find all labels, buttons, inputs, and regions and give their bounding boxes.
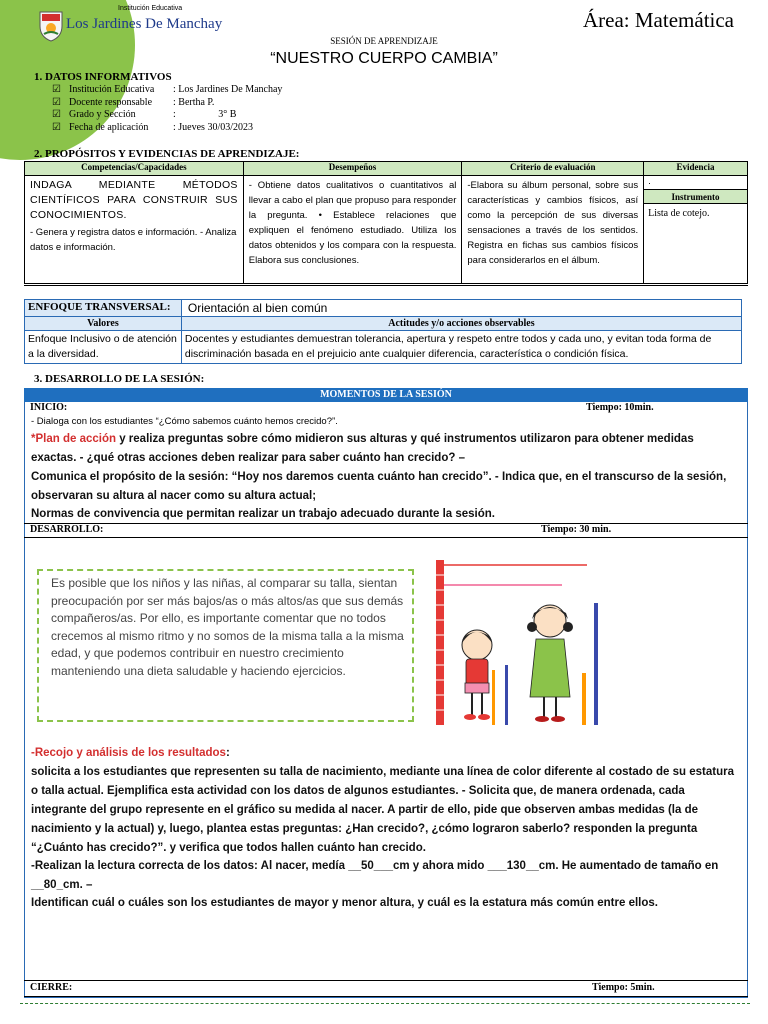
header-desempenos: Desempeños [243, 162, 462, 176]
desempenos-cell: - Obtiene datos cualitativos o cuantitativos al llevar a cabo el plan que propuso para responder la pregunta. • Establece relaciones que expliquen el fenómeno estudiado. Utiliza los datos obtenidos y los compara con la respuesta. Elabora sus conclusiones. [243, 176, 462, 285]
checkbox-icon: ☑ [52, 109, 61, 120]
recojo-text: solicita a los estudiantes que representen su talla de nacimiento, mediante una línea de color diferente al costado de su estatura o talla actual. Ejemplifica esta actividad con los datos de algunos estudiantes. - Solicita que, de manera ordenada, cada integrante del grupo represente en el gráfico su medida al nacer. A partir de ello, pide que observen ambas medidas (la de nacimiento y la actual) y, luego, plantea estas preguntas: ¿Han crecido?, ¿cómo lograron saberlo? responden la pregunta “¿Cuánto has crecido?”. y verifica que todos hallen cuánto han crecido. [31, 766, 734, 854]
valores-header: Valores [25, 317, 182, 331]
instrumento-cell [644, 190, 748, 285]
session-label: SESIÓN DE APRENDIZAJE [330, 36, 438, 46]
info-row-teacher: ☑ Docente responsable : Bertha P. [52, 96, 215, 108]
actitud-cell: Docentes y estudiantes demuestran tolerancia, apertura y respeto entre todos y cada uno, y evitan toda forma de discriminación basada en el prejuicio ante cualquier diferencia, característica o condición física. [181, 331, 741, 364]
school-name: Los Jardines De Manchay [66, 16, 223, 32]
desarrollo-header-line [24, 537, 748, 538]
moments-title-bar: MOMENTOS DE LA SESIÓN [24, 388, 748, 402]
actitudes-header: Actitudes y/o acciones observables [181, 317, 741, 331]
info-row-institution: ☑ Institución Educativa : Los Jardines De Manchay [52, 84, 283, 95]
section-1-heading: 1. DATOS INFORMATIVOS [34, 71, 172, 83]
evidencia-cell: . [644, 176, 748, 190]
instrumento-value: Lista de cotejo. [648, 208, 710, 219]
inicio-proposito: Comunica el propósito de la sesión: “Hoy nos daremos cuenta cuánto han crecido”. - Indica que, en el transcurso de la sesión, observaran su altura al nacer como su altura actual; [31, 471, 727, 502]
checkbox-icon: ☑ [52, 96, 61, 108]
inicio-plan: *Plan de acción y realiza preguntas sobre cómo midieron sus alturas y qué instrumentos utilizaron para obtener medidas exactas. - ¿qué otras acciones deben realizar para saber cuánto han crecido? – [31, 433, 694, 464]
valor-cell: Enfoque Inclusivo o de atención a la diversidad. [25, 331, 182, 364]
height-chart-illustration [432, 555, 612, 727]
cierre-label: CIERRE: [30, 982, 73, 993]
page-bottom-dashed-line [20, 1003, 750, 1004]
instrumento-header: Instrumento [644, 190, 747, 204]
checkbox-icon: ☑ [52, 84, 61, 95]
area-title: Área: Matemática [583, 8, 734, 32]
inicio-intro: - Dialoga con los estudiantes “¿Cómo sabemos cuánto hemos crecido?”. [31, 416, 338, 427]
section-2-heading: 2. PROPÓSITOS Y EVIDENCIAS DE APRENDIZAJE: [34, 148, 300, 160]
competencias-cell: INDAGA MEDIANTE MÉTODOS CIENTÍFICOS PARA CONSTRUIR SUS CONOCIMIENTOS. - Genera y registra datos e información. - Analiza datos e información. [25, 176, 244, 285]
checkbox-icon: ☑ [52, 121, 61, 133]
inicio-label: INICIO: [30, 402, 68, 413]
enfoque-name: Orientación al bien común [181, 300, 741, 317]
cierre-header-line [24, 996, 748, 997]
identifican-text: Identifican cuál o cuáles son los estudiantes de mayor y menor altura, y cuál es la estatura más común entre ellos. [31, 897, 658, 909]
recojo-section: -Recojo y análisis de los resultados: [31, 747, 230, 759]
criterio-cell: -Elabora su álbum personal, sobre sus características y cambios físicos, así como la percepción de sus diversas sensaciones a través de los sentidos. Registra en fichas sus cambios físicos para considerarlos en el álbum. [462, 176, 644, 285]
header-evidencia: Evidencia [644, 162, 748, 176]
enfoque-label: ENFOQUE TRANSVERSAL: [25, 300, 182, 317]
info-row-grade: ☑ Grado y Sección : 3° B [52, 109, 237, 120]
note-text: Es posible que los niños y las niñas, al comparar su talla, sientan preocupación por ser más bajos/as o más altos/as que sus demás compañeros/as. Por ello, es importante comentar que no todos crecemos al mismo ritmo y no somos de la misma talla a la misma edad, y que podemos contribuir en nuestro crecimiento manteniendo una dieta saludable y haciendo ejercicios. [51, 576, 404, 678]
desarrollo-label: DESARROLLO: [30, 524, 104, 535]
session-title: “NUESTRO CUERPO CAMBIA” [270, 50, 498, 67]
purposes-table [24, 161, 748, 286]
enfoque-table [24, 299, 742, 364]
recojo-label: -Recojo y análisis de los resultados [31, 747, 226, 759]
info-row-date: ☑ Fecha de aplicación : Jueves 30/03/2023 [52, 121, 253, 133]
header-criterio: Criterio de evaluación [462, 162, 644, 176]
desarrollo-divider [24, 523, 748, 524]
institution-small-label: Institución Educativa [118, 5, 183, 12]
inicio-time: Tiempo: 10min. [586, 402, 654, 413]
desarrollo-time: Tiempo: 30 min. [541, 524, 612, 535]
cierre-divider [24, 980, 748, 981]
lectura-text: -Realizan la lectura correcta de los datos: Al nacer, medía __50___cm y ahora mido ___130__cm. He aumentado de tamaño en __80_cm. – [31, 860, 719, 891]
header-competencias: Competencias/Capacidades [25, 162, 244, 176]
plan-accion-label: Plan de acción [35, 433, 117, 445]
cierre-time: Tiempo: 5min. [592, 982, 655, 993]
info-list [52, 84, 282, 134]
inicio-normas: Normas de convivencia que permitan realizar un trabajo adecuado durante la sesión. [31, 508, 495, 520]
section-3-heading: 3. DESARROLLO DE LA SESIÓN: [34, 373, 205, 385]
